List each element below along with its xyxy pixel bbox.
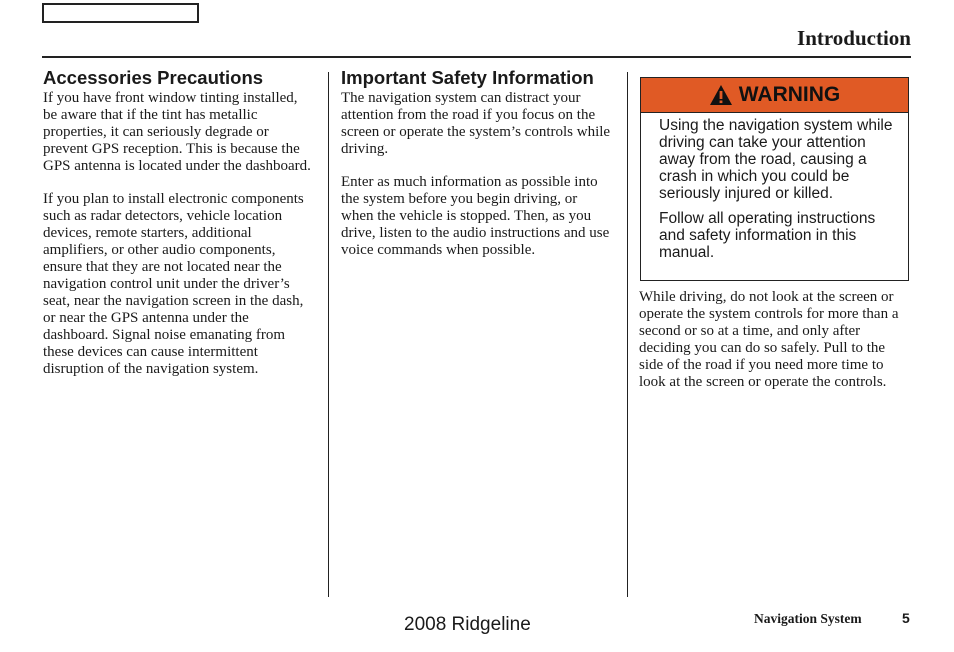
- left-column: [43, 67, 315, 394]
- accessories-paragraph-2: If you plan to install electronic components such as radar detectors, vehicle location devices, remote starters, additional amplifiers, or other audio components, ensure that they are not located near the navigation control unit under the driver’s seat, near the navigation screen in the dash, or near the GPS antenna under the dashboard. Signal noise emanating from these devices can cause intermittent disruption of the navigation system.: [43, 191, 304, 377]
- header-rule: [42, 56, 911, 58]
- warning-paragraph-1: Using the navigation system while driving can take your attention away from the road, causing a crash in which you could be seriously injured or killed.: [659, 117, 893, 202]
- warning-triangle-icon: [709, 84, 733, 106]
- column-divider-left: [328, 72, 329, 597]
- page-number: 5: [902, 610, 910, 626]
- warning-paragraph-2: Follow all operating instructions and safety information in this manual.: [659, 210, 876, 261]
- section-title: Introduction: [797, 26, 911, 50]
- accessories-heading: Accessories Precautions: [43, 67, 264, 88]
- safety-heading: Important Safety Information: [341, 67, 594, 88]
- right-column-text: [639, 289, 911, 407]
- warning-body: [641, 113, 908, 261]
- warning-box: [640, 77, 909, 281]
- safety-paragraph-2: Enter as much information as possible into the system before you begin driving, or when the vehicle is stopped. Then, as you drive, listen to the audio instructions and use voice commands when possible.: [341, 174, 610, 258]
- safety-paragraph-1: The navigation system can distract your attention from the road if you focus on the screen or operate the system’s controls while driving.: [341, 90, 611, 157]
- warning-label: WARNING: [738, 83, 841, 106]
- driving-paragraph: While driving, do not look at the screen or operate the system controls for more than a second or so at a time, and only after deciding you can do so safely. Pull to the side of the road if you need more time to look at the screen or operate the controls.: [639, 289, 899, 390]
- column-divider-right: [627, 72, 628, 597]
- footer-manual-name: Navigation System: [754, 611, 862, 626]
- warning-header: [641, 78, 908, 113]
- footer-model: 2008 Ridgeline: [404, 614, 531, 635]
- header-tab-box: [42, 3, 199, 23]
- middle-column: [341, 67, 613, 275]
- accessories-paragraph-1: If you have front window tinting installed, be aware that if the tint has metallic properties, it can seriously degrade or prevent GPS reception. This is because the GPS antenna is located under the dashboard.: [43, 90, 311, 174]
